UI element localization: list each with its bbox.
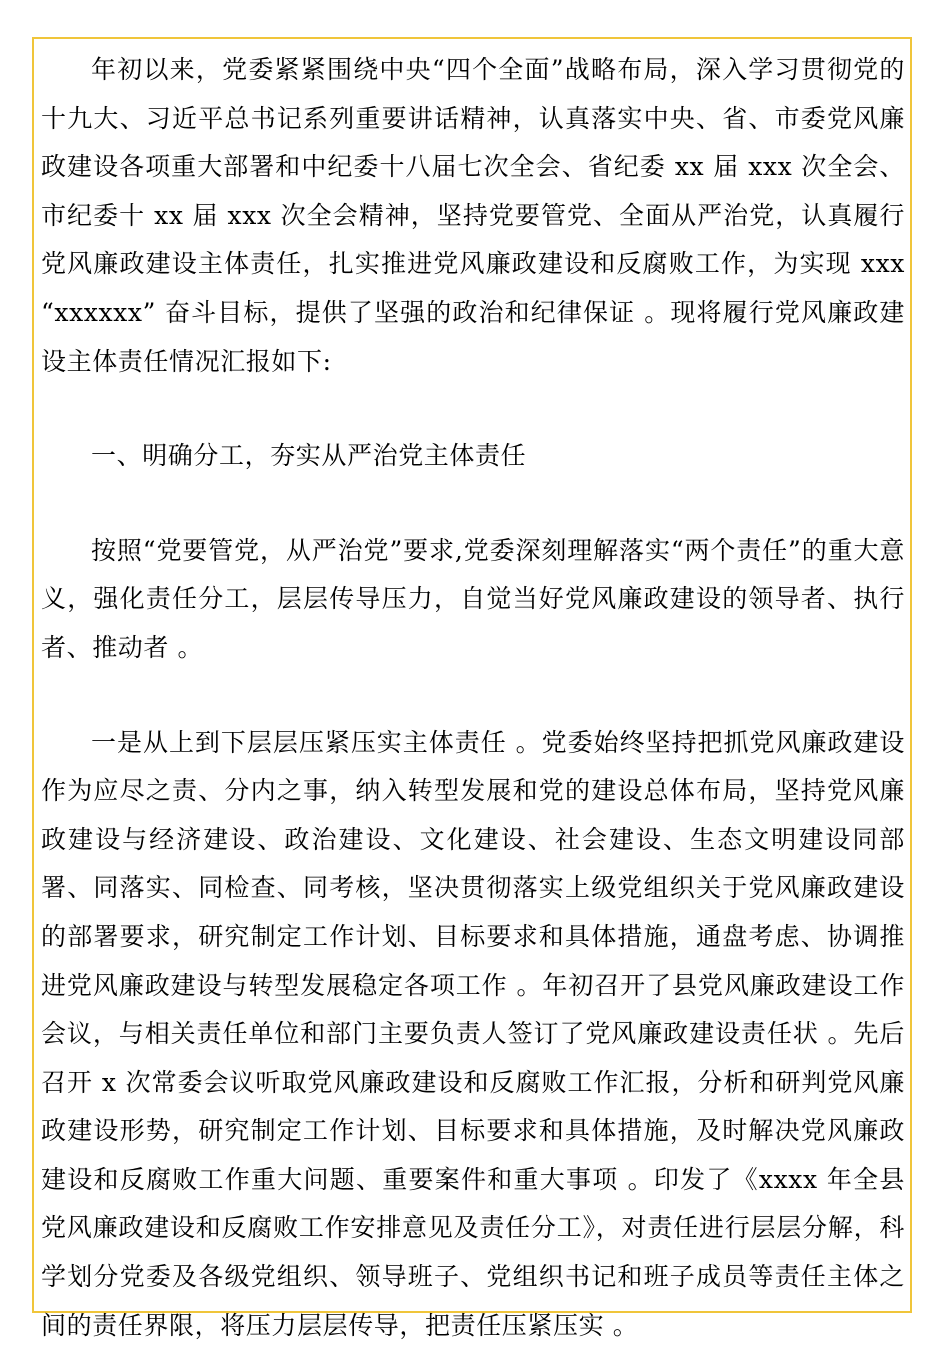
intro-paragraph: 年初以来，党委紧紧围绕中央“四个全面”战略布局，深入学习贯彻党的十九大、习近平总书记系列重要讲话精神，认真落实中央、省、市委党风廉政建设各项重大部署和中纪委十八届七次全会、省纪委 xx 届 xxx 次全会、市纪委十 xx 届 xxx 次全会精神，坚持党要管党、全面从严治党，认真履行党风廉政建设主体责任，扎实推进党风廉政建设和反腐败工作，为实现 xxx “xxxxxx” 奋斗目标，提供了坚强的政治和纪律保证 。现将履行党风廉政建设主体责任情况汇报如下: — [41, 55, 905, 376]
responsibility-paragraph: 一是从上到下层层压紧压实主体责任 。党委始终坚持把抓党风廉政建设作为应尽之责、分内之事，纳入转型发展和党的建设总体布局，坚持党风廉政建设与经济建设、政治建设、文化建设、社会建设、生态文明建设同部署、同落实、同检查、同考核，坚决贯彻落实上级党组织关于党风廉政建设的部署要求，研究制定工作计划、目标要求和具体措施，通盘考虑、协调推进党风廉政建设与转型发展稳定各项工作 。年初召开了县党风廉政建设工作会议，与相关责任单位和部门主要负责人签订了党风廉政建设责任状 。先后召开 x 次常委会议听取党风廉政建设和反腐败工作汇报，分析和研判党风廉政建设形势，研究制定工作计划、目标要求和具体措施，及时解决党风廉政建设和反腐败工作重大问题、重要案件和重大事项 。印发了《xxxx 年全县党风廉政建设和反腐败工作安排意见及责任分工》，对责任进行层层分解，科学划分党委及各级党组织、领导班子、党组织书记和班子成员等责任主体之间的责任界限，将压力层层传导，把责任压紧压实 。 — [41, 727, 905, 1340]
document-body — [41, 46, 905, 1350]
section-paragraph: 按照“党要管党，从严治党”要求,党委深刻理解落实“两个责任”的重大意义，强化责任分工，层层传导压力，自觉当好党风廉政建设的领导者、执行者、推动者 。 — [41, 535, 905, 662]
section-heading: 一、明确分工，夯实从严治党主体责任 — [91, 441, 527, 471]
